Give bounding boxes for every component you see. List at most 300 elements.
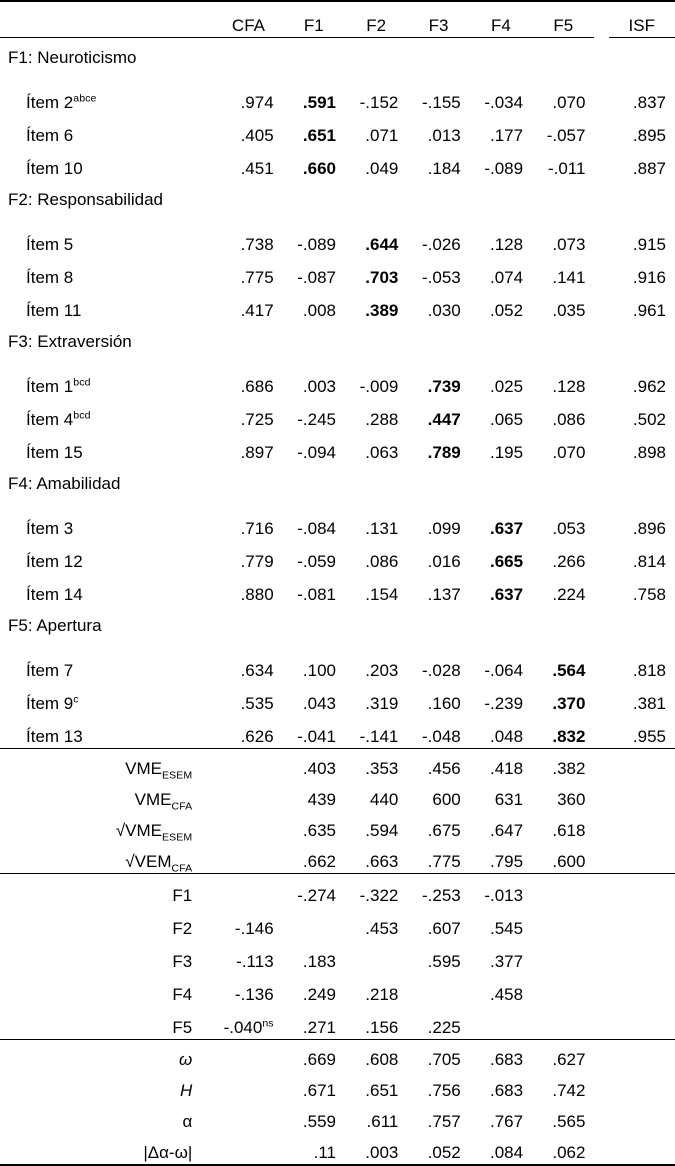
cell-f1: .660 bbox=[302, 159, 337, 178]
cell-f3: -.253 bbox=[407, 874, 469, 908]
cell-f1: .559 bbox=[302, 1112, 337, 1131]
row-label-text: Ítem 7 bbox=[26, 661, 74, 680]
row-gap bbox=[594, 715, 608, 749]
cell-cfa bbox=[214, 1006, 282, 1040]
cell-cfa: -.113 bbox=[236, 952, 274, 971]
cell-f5: -.011 bbox=[547, 159, 586, 178]
row-label bbox=[0, 256, 214, 289]
row-gap bbox=[594, 210, 608, 256]
cell-f4: .795 bbox=[490, 852, 524, 871]
cell-isf: .896 bbox=[632, 519, 666, 538]
cell-f3: .225 bbox=[427, 1018, 461, 1037]
row-label-text: Ítem 2 bbox=[26, 93, 74, 112]
table-row bbox=[0, 682, 675, 715]
table-row bbox=[0, 494, 675, 540]
variance-row bbox=[0, 842, 675, 874]
row-label bbox=[0, 811, 214, 842]
cell-isf bbox=[609, 907, 675, 940]
row-gap bbox=[594, 1040, 608, 1072]
cell-cfa: .725 bbox=[240, 410, 274, 429]
cell-f1: .183 bbox=[302, 952, 337, 971]
cell-f5: .382 bbox=[532, 749, 594, 781]
cell-cfa: .626 bbox=[240, 727, 274, 746]
row-label-superscript: bcd bbox=[73, 376, 91, 389]
cell-f4: .458 bbox=[490, 985, 524, 1004]
row-label: F1 bbox=[0, 874, 214, 908]
row-gap bbox=[594, 256, 608, 289]
cell-f4: .074 bbox=[490, 268, 524, 287]
row-gap bbox=[594, 811, 608, 842]
cell-f1: .008 bbox=[302, 301, 337, 320]
cell-f4: .545 bbox=[490, 919, 524, 938]
cell-f4: .647 bbox=[490, 821, 524, 840]
row-label-text: Ítem 13 bbox=[26, 727, 83, 746]
row-label-subscript: CFA bbox=[171, 800, 193, 813]
table-row bbox=[0, 573, 675, 606]
row-label bbox=[0, 431, 214, 464]
cell-f2: .063 bbox=[365, 443, 399, 462]
header-blank bbox=[0, 1, 214, 38]
table-row bbox=[0, 114, 675, 147]
cell-isf: .502 bbox=[632, 410, 666, 429]
cell-f2: .594 bbox=[365, 821, 399, 840]
section-title-f1: F1: Neuroticismo bbox=[8, 48, 137, 67]
cell-f2: .703 bbox=[365, 268, 399, 287]
cell-f1: .669 bbox=[283, 1040, 345, 1072]
table-row bbox=[0, 431, 675, 464]
cell-cfa: .417 bbox=[240, 301, 274, 320]
row-gap bbox=[594, 1071, 608, 1102]
cell-isf bbox=[609, 749, 675, 781]
reliability-row bbox=[0, 1071, 675, 1102]
table-header-row bbox=[0, 1, 675, 38]
cell-f1: -.245 bbox=[297, 410, 337, 429]
row-gap bbox=[594, 573, 608, 606]
cell-isf bbox=[609, 780, 675, 811]
section-header-row bbox=[0, 322, 675, 352]
row-label-text: Ítem 1 bbox=[26, 377, 74, 396]
cell-f1 bbox=[283, 907, 345, 940]
cell-cfa: .779 bbox=[240, 552, 274, 571]
row-gap bbox=[594, 398, 608, 431]
cell-isf bbox=[609, 973, 675, 1006]
cell-f1: -.274 bbox=[283, 874, 345, 908]
row-gap bbox=[594, 749, 608, 781]
cell-cfa bbox=[214, 1071, 282, 1102]
table-row bbox=[0, 398, 675, 431]
row-label bbox=[0, 780, 214, 811]
row-label: |Δα-ω| bbox=[0, 1133, 214, 1165]
variance-row bbox=[0, 749, 675, 781]
row-label-text: Ítem 15 bbox=[26, 443, 83, 462]
cell-f2: .611 bbox=[366, 1112, 399, 1131]
cell-isf: .837 bbox=[632, 93, 666, 112]
table-row bbox=[0, 256, 675, 289]
cell-f2: -.152 bbox=[359, 93, 399, 112]
cell-isf: .898 bbox=[632, 443, 666, 462]
row-label-text: Ítem 3 bbox=[26, 519, 74, 538]
cell-f1: .11 bbox=[283, 1133, 345, 1165]
cell-f2: .608 bbox=[345, 1040, 407, 1072]
row-gap bbox=[594, 682, 608, 715]
row-label-text: VME bbox=[125, 759, 163, 778]
row-label-text: Ítem 9 bbox=[26, 694, 74, 713]
cell-f3: -.026 bbox=[421, 235, 461, 254]
cell-cfa: .535 bbox=[240, 694, 274, 713]
cell-f3: .789 bbox=[427, 443, 461, 462]
cell-f3: .184 bbox=[427, 159, 461, 178]
cell-f4: .065 bbox=[490, 410, 524, 429]
cell-cfa bbox=[214, 811, 282, 842]
section-title-f2: F2: Responsabilidad bbox=[8, 190, 163, 209]
row-label bbox=[0, 147, 214, 180]
cell-f4: .377 bbox=[490, 952, 524, 971]
cell-cfa: .686 bbox=[240, 377, 274, 396]
row-label-prefix: √ bbox=[115, 821, 126, 840]
row-label-subscript: ESEM bbox=[162, 831, 193, 844]
cell-f1: .249 bbox=[302, 985, 337, 1004]
cell-isf bbox=[609, 1102, 675, 1133]
cell-f3: .030 bbox=[427, 301, 461, 320]
row-label-prefix: √ bbox=[125, 852, 135, 871]
section-title-f4: F4: Amabilidad bbox=[8, 474, 121, 493]
cell-f3: .052 bbox=[407, 1133, 469, 1165]
header-isf: ISF bbox=[609, 1, 675, 38]
cell-f2: .651 bbox=[365, 1081, 399, 1100]
table-row bbox=[0, 636, 675, 682]
cell-f4: -.089 bbox=[484, 159, 524, 178]
reliability-row bbox=[0, 1133, 675, 1165]
cell-isf bbox=[609, 842, 675, 874]
cell-f3: .016 bbox=[427, 552, 461, 571]
cell-f1: -.041 bbox=[297, 727, 337, 746]
correlation-row bbox=[0, 907, 675, 940]
cell-f4: .048 bbox=[490, 727, 524, 746]
row-gap bbox=[594, 68, 608, 114]
cell-f1: -.094 bbox=[297, 443, 337, 462]
table-row bbox=[0, 68, 675, 114]
row-label bbox=[0, 494, 214, 540]
cell-f2: .154 bbox=[365, 585, 399, 604]
cell-f2: .453 bbox=[365, 919, 399, 938]
cell-cfa bbox=[214, 1040, 282, 1072]
row-label-text: Ítem 4 bbox=[26, 410, 74, 429]
cell-f2: .644 bbox=[365, 235, 399, 254]
cell-f2: .353 bbox=[345, 749, 407, 781]
cell-f4: .025 bbox=[490, 377, 524, 396]
row-gap bbox=[594, 1006, 608, 1040]
cell-f5 bbox=[532, 940, 594, 973]
row-gap bbox=[594, 1102, 608, 1133]
cell-isf: .814 bbox=[632, 552, 666, 571]
cell-f2: -.009 bbox=[359, 377, 399, 396]
cell-cfa: -.146 bbox=[234, 919, 274, 938]
cell-f1: .591 bbox=[302, 93, 337, 112]
row-label bbox=[0, 749, 214, 781]
table-row bbox=[0, 210, 675, 256]
cell-cfa bbox=[214, 780, 282, 811]
header-f5: F5 bbox=[532, 1, 594, 38]
cell-f3: .456 bbox=[407, 749, 469, 781]
row-label-text: Ítem 10 bbox=[26, 159, 83, 178]
cell-f5: .832 bbox=[552, 727, 586, 746]
cell-cfa bbox=[214, 842, 282, 874]
cell-f2: .071 bbox=[365, 126, 399, 145]
cell-f3: -.053 bbox=[421, 268, 461, 287]
cell-f1: -.089 bbox=[297, 235, 337, 254]
cell-f4: -.034 bbox=[484, 93, 524, 112]
table-row bbox=[0, 715, 675, 749]
cell-f4: .052 bbox=[490, 301, 524, 320]
cell-f1: .662 bbox=[302, 852, 337, 871]
cell-f5: .627 bbox=[532, 1040, 594, 1072]
cell-f1: .651 bbox=[302, 126, 337, 145]
row-gap bbox=[594, 780, 608, 811]
cell-cfa: .775 bbox=[240, 268, 274, 287]
cell-f2: .319 bbox=[365, 694, 399, 713]
cell-f2: .203 bbox=[365, 661, 399, 680]
cell-f1: .271 bbox=[302, 1018, 337, 1037]
section-header-row bbox=[0, 38, 675, 69]
table-row bbox=[0, 352, 675, 398]
cell-f3: .013 bbox=[427, 126, 461, 145]
cell-f5: 360 bbox=[557, 790, 586, 809]
cell-f5: .141 bbox=[552, 268, 586, 287]
cell-isf: .961 bbox=[632, 301, 666, 320]
row-label bbox=[0, 114, 214, 147]
cell-f5: .070 bbox=[552, 443, 586, 462]
row-label-text: Ítem 11 bbox=[26, 301, 82, 320]
cell-f3: .137 bbox=[427, 585, 461, 604]
row-label-subscript: CFA bbox=[171, 862, 193, 875]
row-label-subscript: ESEM bbox=[162, 769, 193, 782]
cell-cfa bbox=[214, 1102, 282, 1133]
cell-f1: .403 bbox=[283, 749, 345, 781]
cell-f4: .177 bbox=[490, 126, 524, 145]
cell-cfa bbox=[214, 749, 282, 781]
row-label-text: Ítem 5 bbox=[26, 235, 74, 254]
correlation-row bbox=[0, 973, 675, 1006]
cell-isf bbox=[609, 1040, 675, 1072]
cell-f1: 439 bbox=[307, 790, 337, 809]
header-f3: F3 bbox=[407, 1, 469, 38]
cell-f3: -.155 bbox=[421, 93, 461, 112]
row-label: F4 bbox=[172, 985, 193, 1004]
reliability-row bbox=[0, 1102, 675, 1133]
cell-f4: -.013 bbox=[470, 874, 532, 908]
cell-value: -.040 bbox=[223, 1018, 263, 1037]
cell-f4: 631 bbox=[494, 790, 524, 809]
cell-f4: .665 bbox=[490, 552, 524, 571]
cell-isf: .916 bbox=[632, 268, 666, 287]
cell-f1: -.087 bbox=[297, 268, 337, 287]
cell-isf: .758 bbox=[632, 585, 666, 604]
cell-cfa: .897 bbox=[240, 443, 274, 462]
cell-f4 bbox=[470, 1006, 532, 1040]
header-cfa: CFA bbox=[214, 1, 282, 38]
cell-f3: .775 bbox=[427, 852, 461, 871]
cell-f3: .447 bbox=[427, 410, 461, 429]
correlation-row bbox=[0, 1006, 675, 1040]
row-label bbox=[0, 842, 214, 874]
cell-f2: .218 bbox=[365, 985, 399, 1004]
table-row bbox=[0, 147, 675, 180]
cell-f5: .618 bbox=[552, 821, 586, 840]
cell-f1: .043 bbox=[302, 694, 337, 713]
cell-f1: .635 bbox=[302, 821, 337, 840]
variance-row bbox=[0, 811, 675, 842]
cell-f3: 600 bbox=[432, 790, 461, 809]
header-gap bbox=[594, 1, 608, 38]
cell-f2: .288 bbox=[365, 410, 399, 429]
cell-f5: .742 bbox=[552, 1081, 586, 1100]
cell-f4: .637 bbox=[490, 585, 524, 604]
row-label-text: VME bbox=[134, 790, 172, 809]
cell-f5: .565 bbox=[552, 1112, 586, 1131]
cell-isf bbox=[609, 1071, 675, 1102]
row-label: F3 bbox=[172, 952, 193, 971]
cell-f3: .739 bbox=[427, 377, 461, 396]
cell-isf: .818 bbox=[632, 661, 666, 680]
row-label: F5 bbox=[172, 1018, 193, 1037]
row-label bbox=[0, 715, 214, 749]
cell-f4: .767 bbox=[490, 1112, 524, 1131]
row-gap bbox=[594, 540, 608, 573]
cell-f5: .128 bbox=[552, 377, 586, 396]
cell-f3: .675 bbox=[427, 821, 461, 840]
cell-f1: -.084 bbox=[297, 519, 337, 538]
cell-cfa: .405 bbox=[240, 126, 274, 145]
cell-isf bbox=[609, 1006, 675, 1040]
row-gap bbox=[594, 973, 608, 1006]
cell-f3 bbox=[407, 973, 469, 1006]
section-title-f3: F3: Extraversión bbox=[8, 332, 132, 351]
row-gap bbox=[594, 352, 608, 398]
section-header-row bbox=[0, 180, 675, 210]
cell-f1: -.081 bbox=[297, 585, 337, 604]
row-label-text: Ítem 6 bbox=[26, 126, 74, 145]
cell-f5: -.057 bbox=[546, 126, 586, 145]
cell-f2 bbox=[345, 940, 407, 973]
row-label: α bbox=[182, 1112, 193, 1131]
cell-f3: .756 bbox=[427, 1081, 461, 1100]
cell-cfa: .738 bbox=[240, 235, 274, 254]
row-label: H bbox=[179, 1081, 193, 1100]
cell-f3: -.048 bbox=[421, 727, 461, 746]
header-f2: F2 bbox=[345, 1, 407, 38]
cell-f3: .595 bbox=[427, 952, 461, 971]
cell-isf bbox=[609, 811, 675, 842]
cell-f4: .683 bbox=[490, 1081, 524, 1100]
cell-f2: 440 bbox=[370, 790, 399, 809]
cell-f5: .053 bbox=[552, 519, 586, 538]
cell-f4: .128 bbox=[490, 235, 524, 254]
cell-f5: .224 bbox=[552, 585, 586, 604]
cell-f4: -.239 bbox=[484, 694, 524, 713]
header-f4: F4 bbox=[470, 1, 532, 38]
section-title-f5: F5: Apertura bbox=[8, 616, 102, 635]
cell-cfa: .634 bbox=[240, 661, 274, 680]
cell-cfa bbox=[214, 1133, 282, 1165]
cell-isf: .915 bbox=[632, 235, 666, 254]
row-gap bbox=[594, 940, 608, 973]
table-row bbox=[0, 540, 675, 573]
section-header-row bbox=[0, 464, 675, 494]
section-header-row bbox=[0, 606, 675, 636]
cell-isf bbox=[609, 1133, 675, 1165]
cell-cfa: .716 bbox=[240, 519, 274, 538]
cell-f5 bbox=[532, 1006, 594, 1040]
cell-isf: .381 bbox=[632, 694, 666, 713]
cell-isf bbox=[609, 940, 675, 973]
cell-f5 bbox=[532, 973, 594, 1006]
cell-f1: -.059 bbox=[297, 552, 337, 571]
row-label-superscript: c bbox=[73, 693, 79, 706]
row-gap bbox=[594, 907, 608, 940]
header-f1: F1 bbox=[283, 1, 345, 38]
cell-f5 bbox=[532, 907, 594, 940]
cell-f4: .084 bbox=[470, 1133, 532, 1165]
row-gap bbox=[594, 289, 608, 322]
cell-f2: .131 bbox=[365, 519, 399, 538]
row-label bbox=[0, 682, 214, 715]
row-label: ω bbox=[0, 1040, 214, 1072]
row-label bbox=[0, 68, 214, 114]
reliability-row bbox=[0, 1040, 675, 1072]
cell-f5: .073 bbox=[552, 235, 586, 254]
cell-f5: .266 bbox=[552, 552, 586, 571]
cell-f5: .062 bbox=[532, 1133, 594, 1165]
row-label: F2 bbox=[172, 919, 193, 938]
cell-isf: .955 bbox=[632, 727, 666, 746]
row-gap bbox=[594, 1133, 608, 1165]
row-gap bbox=[594, 636, 608, 682]
row-gap bbox=[594, 431, 608, 464]
cell-isf: .895 bbox=[632, 126, 666, 145]
cell-f1: .671 bbox=[302, 1081, 337, 1100]
cell-f5: .600 bbox=[552, 852, 586, 871]
cell-f3: .757 bbox=[427, 1112, 461, 1131]
cell-cfa: .974 bbox=[240, 93, 274, 112]
cell-f4: .418 bbox=[470, 749, 532, 781]
row-label bbox=[0, 289, 214, 322]
row-label bbox=[0, 210, 214, 256]
row-label-superscript: abce bbox=[73, 92, 97, 105]
cell-f5: .035 bbox=[552, 301, 586, 320]
cell-f2: .086 bbox=[365, 552, 399, 571]
cell-f2: -.322 bbox=[345, 874, 407, 908]
cell-f2: .003 bbox=[345, 1133, 407, 1165]
cell-f5: .564 bbox=[552, 661, 586, 680]
cell-f3: .160 bbox=[427, 694, 461, 713]
cell-f2: .389 bbox=[365, 301, 399, 320]
cell-f4: -.064 bbox=[484, 661, 524, 680]
cell-isf bbox=[609, 874, 675, 908]
cell-f3: .607 bbox=[427, 919, 461, 938]
correlation-row bbox=[0, 874, 675, 908]
cell-f4: .195 bbox=[490, 443, 524, 462]
row-label bbox=[0, 540, 214, 573]
cell-f2: -.141 bbox=[359, 727, 399, 746]
row-label-text: VEM bbox=[134, 852, 172, 871]
row-label-superscript: bcd bbox=[73, 409, 91, 422]
row-label bbox=[0, 573, 214, 606]
cell-f5 bbox=[532, 874, 594, 908]
row-label bbox=[0, 636, 214, 682]
row-label-text: Ítem 8 bbox=[26, 268, 74, 287]
row-label-text: VME bbox=[125, 821, 163, 840]
row-gap bbox=[594, 874, 608, 908]
